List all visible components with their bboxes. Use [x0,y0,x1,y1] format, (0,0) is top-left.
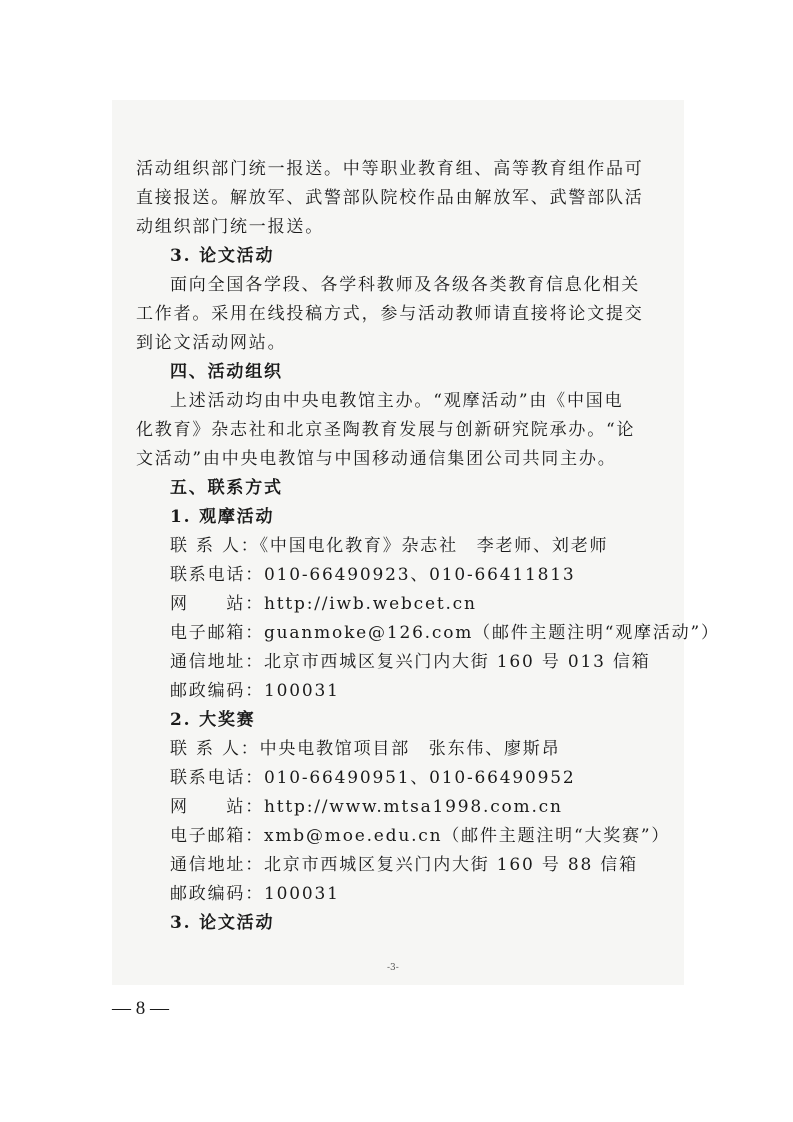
subsection-heading: 1. 观摩活动 [170,507,275,527]
body-text-line: 动组织部门统一报送。 [136,217,324,237]
section-heading: 四、活动组织 [170,362,283,382]
body-text-line: 化教育》杂志社和北京圣陶教育发展与创新研究院承办。“论 [136,420,636,440]
body-text-line: 直接报送。解放军、武警部队院校作品由解放军、武警部队活 [136,188,644,208]
contact-website: 网 站：http://www.mtsa1998.com.cn [170,797,563,817]
contact-email: 电子邮箱：guanmoke@126.com（邮件主题注明“观摩活动”） [170,623,720,643]
body-text-line: 工作者。采用在线投稿方式，参与活动教师请直接将论文提交 [136,304,644,324]
body-text-line: 活动组织部门统一报送。中等职业教育组、高等教育组作品可 [136,159,644,179]
contact-address: 通信地址：北京市西城区复兴门内大街 160 号 88 信箱 [170,855,638,875]
contact-address: 通信地址：北京市西城区复兴门内大街 160 号 013 信箱 [170,652,651,672]
contact-email: 电子邮箱：xmb@moe.edu.cn（邮件主题注明“大奖赛”） [170,826,671,846]
contact-person: 联 系 人：中央电教馆项目部 张东伟、廖斯昂 [170,739,561,759]
contact-postcode: 邮政编码：100031 [170,681,340,701]
contact-phone: 联系电话：010-66490923、010-66411813 [170,565,576,585]
contact-person: 联 系 人：《中国电化教育》杂志社 李老师、刘老师 [170,536,609,556]
body-text-line: 面向全国各学段、各学科教师及各级各类教育信息化相关 [170,275,640,295]
body-text-line: 到论文活动网站。 [136,333,287,353]
body-text-line: 文活动”由中央电教馆与中国移动通信集团公司共同主办。 [136,449,617,469]
section-heading: 3. 论文活动 [170,246,275,266]
page-number: — 8 — [112,998,169,1019]
section-heading: 五、联系方式 [170,478,283,498]
contact-postcode: 邮政编码：100031 [170,884,340,904]
inner-page-number: -3- [387,963,399,973]
subsection-heading: 3. 论文活动 [170,913,275,933]
contact-phone: 联系电话：010-66490951、010-66490952 [170,768,576,788]
body-text-line: 上述活动均由中央电教馆主办。“观摩活动”由《中国电 [170,391,624,411]
subsection-heading: 2. 大奖赛 [170,710,256,730]
contact-website: 网 站：http://iwb.webcet.cn [170,594,477,614]
